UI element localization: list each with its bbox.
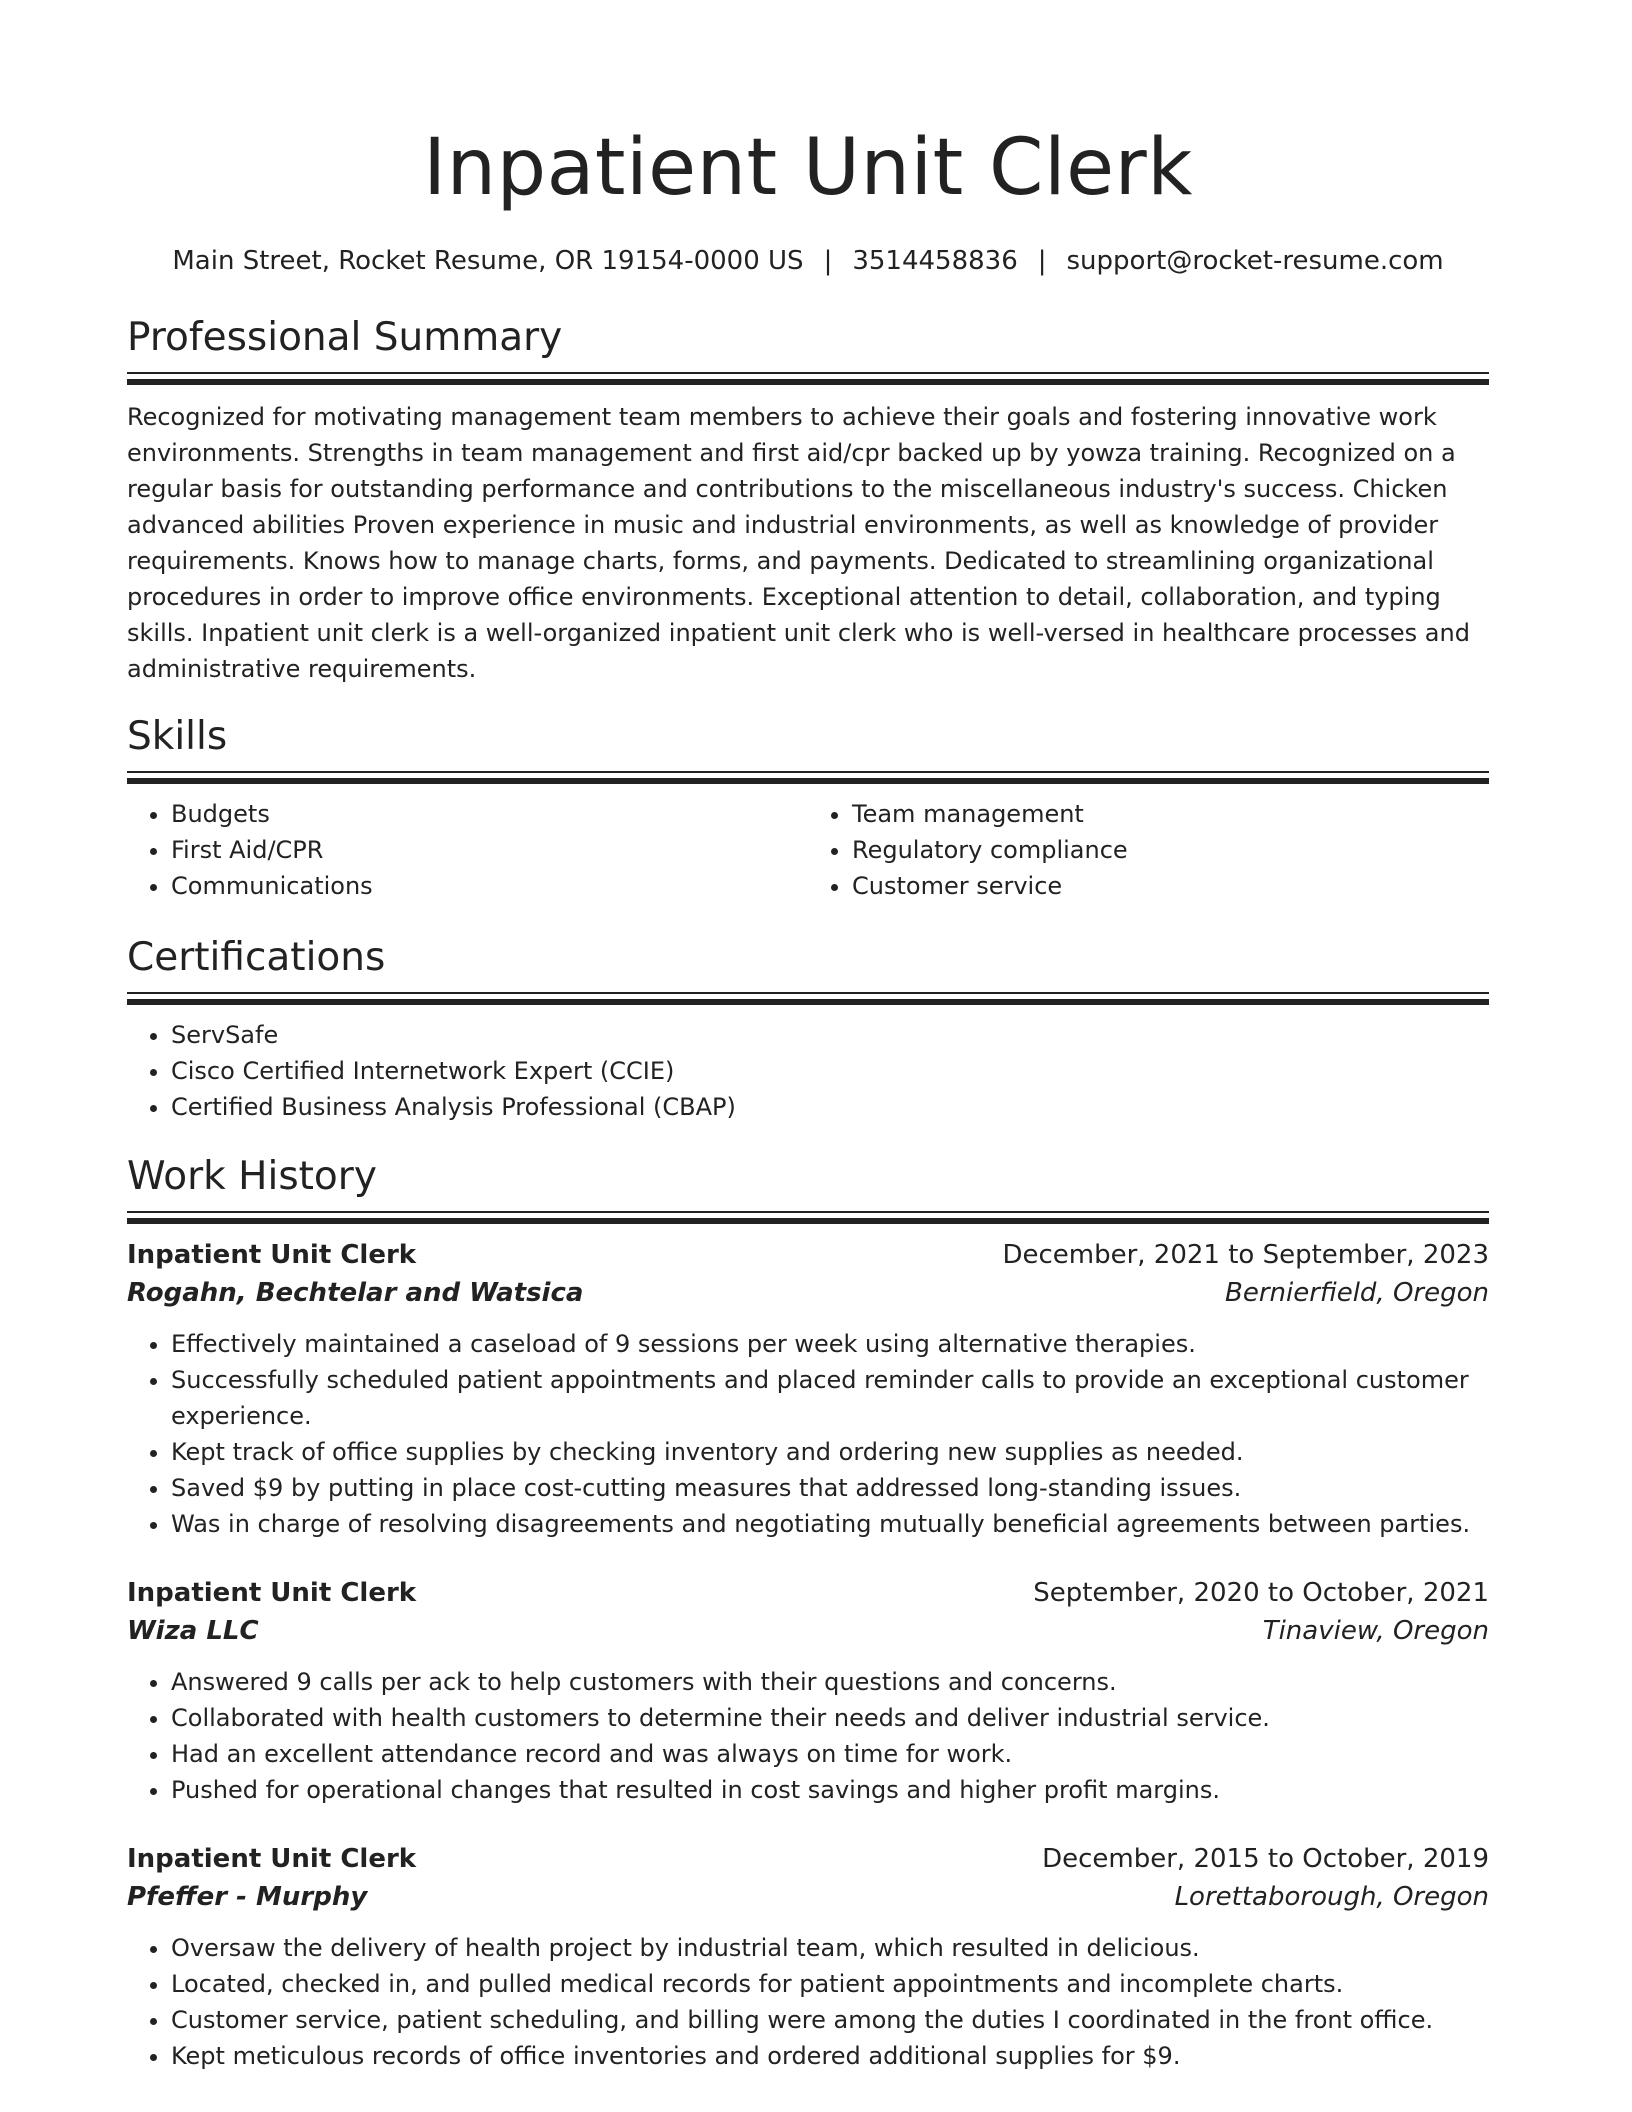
contact-phone: 3514458836 [852,246,1018,276]
contact-separator: | [1037,246,1047,276]
job-dates: December, 2021 to September, 2023 [1002,1240,1489,1270]
job-entry [127,1236,1489,1542]
skills-list-left [127,796,808,904]
skill-item: • Budgets [171,796,808,832]
certification-item: • Cisco Certified Internetwork Expert (CCIE) [171,1053,1489,1089]
contact-line [127,244,1489,278]
job-bullets [127,1326,1489,1542]
job-bullets [127,1664,1489,1808]
certification-item: • Certified Business Analysis Professional (CBAP) [171,1089,1489,1125]
job-bullet: • Saved $9 by putting in place cost-cutting measures that addressed long-standing issues. [171,1470,1489,1506]
job-bullet: • Had an excellent attendance record and was always on time for work. [171,1736,1489,1772]
job-bullets [127,1930,1489,2074]
summary-section [127,314,1489,687]
skill-item: • Regulatory compliance [852,832,1489,868]
job-bullet: • Pushed for operational changes that resulted in cost savings and higher profit margins. [171,1772,1489,1808]
certifications-list [127,1017,1489,1125]
skills-columns [127,796,1489,904]
job-bullet: • Located, checked in, and pulled medical records for patient appointments and incomplete charts. [171,1966,1489,2002]
section-title-certifications: Certifications [127,935,386,980]
resume-name: Inpatient Unit Clerk [423,123,1193,213]
contact-address: Main Street, Rocket Resume, OR 19154-0000 US [172,246,804,276]
skill-item: • Customer service [852,868,1489,904]
job-location: Lorettaborough, Oregon [1174,1882,1489,1912]
contact-email: support@rocket-resume.com [1066,246,1444,276]
job-company: Wiza LLC [127,1616,259,1646]
section-divider [127,1211,1489,1222]
resume-page [127,0,1489,2074]
job-subheader [127,1612,1489,1650]
job-location: Bernierfield, Oregon [1225,1278,1489,1308]
summary-text: Recognized for motivating management team members to achieve their goals and fostering innovative work environments. Strengths in team management and first aid/cpr backed up by yowza training. Recognized on a regular basis for outstanding performance and contributions to the miscellaneous industry's success. Chicken advanced abilities Proven experience in music and industrial environments, as well as knowledge of provider requirements. Knows how to manage charts, forms, and payments. Dedicated to streamlining organizational procedures in order to improve office environments. Exceptional attention to detail, collaboration, and typing skills. Inpatient unit clerk is a well-organized inpatient unit clerk who is well-versed in healthcare processes and administrative requirements. [127,403,1470,683]
job-entry [127,1574,1489,1808]
job-subheader [127,1878,1489,1916]
job-bullet: • Effectively maintained a caseload of 9 sessions per week using alternative therapies. [171,1326,1489,1362]
job-entry [127,1840,1489,2074]
job-dates: December, 2015 to October, 2019 [1042,1844,1489,1874]
section-divider [127,771,1489,782]
job-title: Inpatient Unit Clerk [127,1844,417,1874]
certifications-section [127,934,1489,1125]
section-title-skills: Skills [127,714,228,759]
certification-item: • ServSafe [171,1017,1489,1053]
skill-item: • Communications [171,868,808,904]
section-divider [127,992,1489,1003]
job-title: Inpatient Unit Clerk [127,1240,417,1270]
job-bullet: • Kept track of office supplies by checking inventory and ordering new supplies as needed. [171,1434,1489,1470]
skills-list-right [808,796,1489,904]
job-bullet: • Answered 9 calls per ack to help customers with their questions and concerns. [171,1664,1489,1700]
job-location: Tinaview, Oregon [1262,1616,1489,1646]
job-header [127,1840,1489,1878]
section-title-summary: Professional Summary [127,315,563,360]
job-bullet: • Oversaw the delivery of health project by industrial team, which resulted in delicious. [171,1930,1489,1966]
job-bullet: • Customer service, patient scheduling, and billing were among the duties I coordinated in the front office. [171,2002,1489,2038]
section-title-work-history: Work History [127,1154,377,1199]
job-header [127,1574,1489,1612]
skill-item: • Team management [852,796,1489,832]
job-bullet: • Collaborated with health customers to determine their needs and deliver industrial service. [171,1700,1489,1736]
job-company: Pfeffer - Murphy [127,1882,368,1912]
work-history-section [127,1153,1489,2074]
job-subheader [127,1274,1489,1312]
job-bullet: • Successfully scheduled patient appointments and placed reminder calls to provide an exceptional customer experience. [171,1362,1489,1434]
job-company: Rogahn, Bechtelar and Watsica [127,1278,584,1308]
job-bullet: • Was in charge of resolving disagreements and negotiating mutually beneficial agreements between parties. [171,1506,1489,1542]
job-header [127,1236,1489,1274]
job-bullet: • Kept meticulous records of office inventories and ordered additional supplies for $9. [171,2038,1489,2074]
contact-separator: | [823,246,833,276]
job-title: Inpatient Unit Clerk [127,1578,417,1608]
section-divider [127,372,1489,383]
job-dates: September, 2020 to October, 2021 [1033,1578,1489,1608]
skill-item: • First Aid/CPR [171,832,808,868]
skills-section [127,713,1489,904]
